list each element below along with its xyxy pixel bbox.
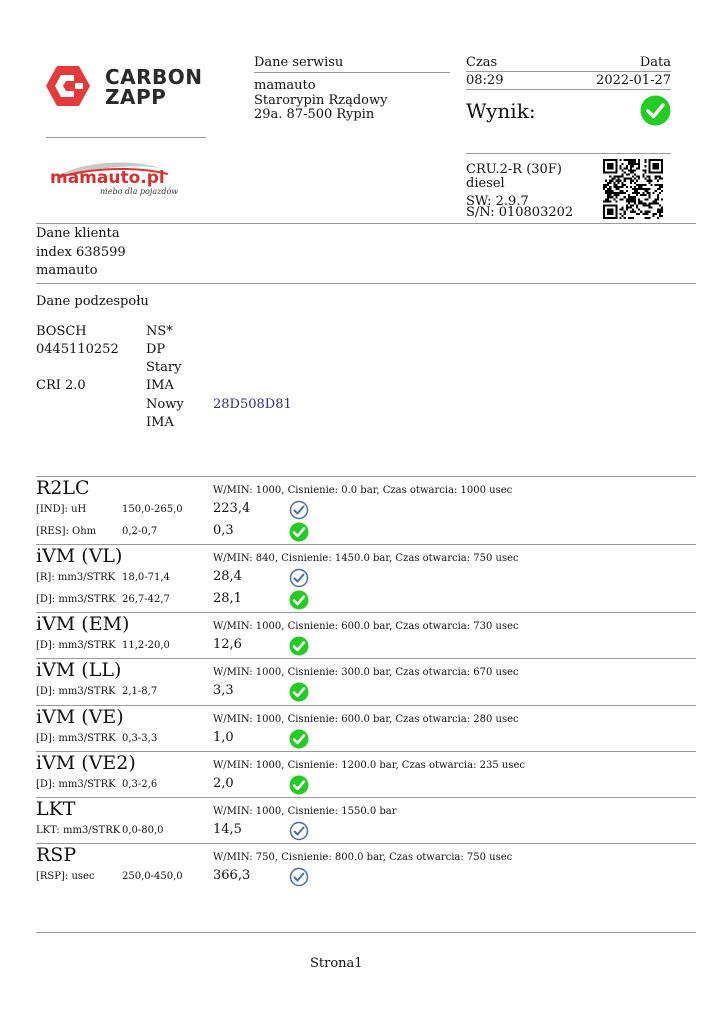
measure-range: 18,0-71,4 <box>122 572 170 583</box>
test-params: W/MIN: 750, Cisnienie: 800.0 bar, Czas otwarcia: 750 usec <box>213 852 513 863</box>
test-divider <box>36 544 696 545</box>
test-params: W/MIN: 840, Cisnienie: 1450.0 bar, Czas otwarcia: 750 usec <box>213 553 519 564</box>
test-name: iVM (LL) <box>36 659 122 681</box>
measure-label: [RES]: Ohm <box>36 526 97 537</box>
test-params: W/MIN: 1000, Cisnienie: 0.0 bar, Czas otwarcia: 1000 usec <box>213 485 513 496</box>
time-divider-bottom <box>466 89 671 90</box>
measure-value: 28,4 <box>213 569 242 584</box>
client-name: mamauto <box>36 263 98 278</box>
check-green-icon <box>289 729 309 749</box>
page-number: Strona1 <box>310 956 363 971</box>
measure-value: 223,4 <box>213 501 251 516</box>
measure-range: 2,1-8,7 <box>122 686 158 697</box>
test-params: W/MIN: 1000, Cisnienie: 1200.0 bar, Czas otwarcia: 235 usec <box>213 760 525 771</box>
measure-range: 0,3-3,3 <box>122 733 158 744</box>
measure-value: 0,3 <box>213 523 234 538</box>
header-divider <box>36 223 696 224</box>
test-divider <box>36 705 696 706</box>
component-left-0: BOSCH <box>36 324 87 339</box>
component-label-3: IMA <box>146 378 174 393</box>
client-heading: Dane klienta <box>36 226 120 241</box>
measure-label: [D]: mm3/STRK <box>36 733 116 744</box>
measure-range: 150,0-265,0 <box>122 504 183 515</box>
component-label-4: Nowy <box>146 397 184 412</box>
test-params: W/MIN: 1000, Cisnienie: 300.0 bar, Czas otwarcia: 670 usec <box>213 667 519 678</box>
time-label: Czas <box>466 55 498 70</box>
measure-range: 0,3-2,6 <box>122 779 158 790</box>
check-green-icon <box>289 682 309 702</box>
date-label: Data <box>639 55 671 70</box>
mamauto-logo-name: mamauto <box>50 168 141 188</box>
component-heading: Dane podzespołu <box>36 294 149 309</box>
test-divider <box>36 843 696 844</box>
component-label-5: IMA <box>146 415 174 430</box>
device-sn: S/N: 010803202 <box>466 205 574 220</box>
device-fuel: diesel <box>466 176 505 191</box>
logo-underline <box>46 137 206 138</box>
carbonzapp-logo <box>45 64 203 109</box>
service-city: Starorypin Rządowy <box>254 93 388 108</box>
check-green-icon <box>289 636 309 656</box>
test-name: iVM (EM) <box>36 613 130 635</box>
measure-label: [R]: mm3/STRK <box>36 572 116 583</box>
new-ima-value: 28D508D81 <box>213 397 292 412</box>
device-model: CRU.2-R (30F) <box>466 162 562 177</box>
measure-label: [D]: mm3/STRK <box>36 640 116 651</box>
measure-label: [D]: mm3/STRK <box>36 779 116 790</box>
test-divider <box>36 797 696 798</box>
measure-label: [D]: mm3/STRK <box>36 594 116 605</box>
test-name: iVM (VL) <box>36 545 123 567</box>
test-params: W/MIN: 1000, Cisnienie: 600.0 bar, Czas otwarcia: 280 usec <box>213 714 519 725</box>
measure-value: 28,1 <box>213 591 242 606</box>
test-name: iVM (VE) <box>36 706 124 728</box>
measure-label: LKT: mm3/STRK <box>36 825 121 836</box>
measure-value: 366,3 <box>213 868 251 883</box>
measure-range: 0,0-80,0 <box>122 825 164 836</box>
measure-range: 0,2-0,7 <box>122 526 158 537</box>
service-name: mamauto <box>254 78 316 93</box>
test-name: R2LC <box>36 477 90 499</box>
brand-line1: CARBON <box>105 65 203 89</box>
time-value: 08:29 <box>466 73 504 88</box>
measure-label: [D]: mm3/STRK <box>36 686 116 697</box>
mamauto-logo <box>50 160 180 200</box>
component-left-3: CRI 2.0 <box>36 378 86 393</box>
check-outline-icon <box>289 867 309 887</box>
mamauto-tagline: niebo dla pojazdów <box>100 187 179 196</box>
test-name: RSP <box>36 844 77 866</box>
qr-code <box>603 159 663 219</box>
measure-range: 11,2-20,0 <box>122 640 170 651</box>
device-sw: SW: 2.9.7 <box>466 194 529 209</box>
component-left-1: 0445110252 <box>36 342 119 357</box>
client-divider <box>36 283 696 284</box>
measure-range: 250,0-450,0 <box>122 871 183 882</box>
test-divider <box>36 612 696 613</box>
test-params: W/MIN: 1000, Cisnienie: 600.0 bar, Czas otwarcia: 730 usec <box>213 621 519 632</box>
result-label: Wynik: <box>466 99 536 123</box>
measure-value: 2,0 <box>213 776 234 791</box>
measure-value: 14,5 <box>213 822 242 837</box>
measure-label: [IND]: uH <box>36 504 87 515</box>
check-green-icon <box>289 590 309 610</box>
test-name: LKT <box>36 798 76 820</box>
client-index: index 638599 <box>36 245 126 260</box>
test-divider <box>36 476 696 477</box>
result-divider <box>466 153 671 154</box>
measure-range: 26,7-42,7 <box>122 594 170 605</box>
footer-divider <box>36 932 696 933</box>
measure-value: 1,0 <box>213 730 234 745</box>
check-outline-icon <box>289 568 309 588</box>
mamauto-logo-domain: .pl <box>140 168 165 188</box>
measure-value: 3,3 <box>213 683 234 698</box>
component-label-0: NS* <box>146 324 173 339</box>
carbonzapp-logo-mark <box>45 64 91 108</box>
component-label-2: Stary <box>146 360 182 375</box>
measure-value: 12,6 <box>213 637 242 652</box>
time-divider-top <box>466 71 671 72</box>
service-divider <box>254 72 450 73</box>
component-label-1: DP <box>146 342 166 357</box>
test-name: iVM (VE2) <box>36 752 136 774</box>
service-address: 29a. 87-500 Rypin <box>254 107 375 122</box>
test-divider <box>36 658 696 659</box>
measure-label: [RSP]: usec <box>36 871 95 882</box>
check-green-icon <box>289 775 309 795</box>
check-green-icon <box>289 522 309 542</box>
check-outline-icon <box>289 821 309 841</box>
date-value: 2022-01-27 <box>596 73 671 88</box>
brand-line2: ZAPP <box>105 85 167 109</box>
test-params: W/MIN: 1000, Cisnienie: 1550.0 bar <box>213 806 397 817</box>
result-check-icon <box>640 95 671 126</box>
check-outline-icon <box>289 500 309 520</box>
service-heading: Dane serwisu <box>254 55 344 70</box>
